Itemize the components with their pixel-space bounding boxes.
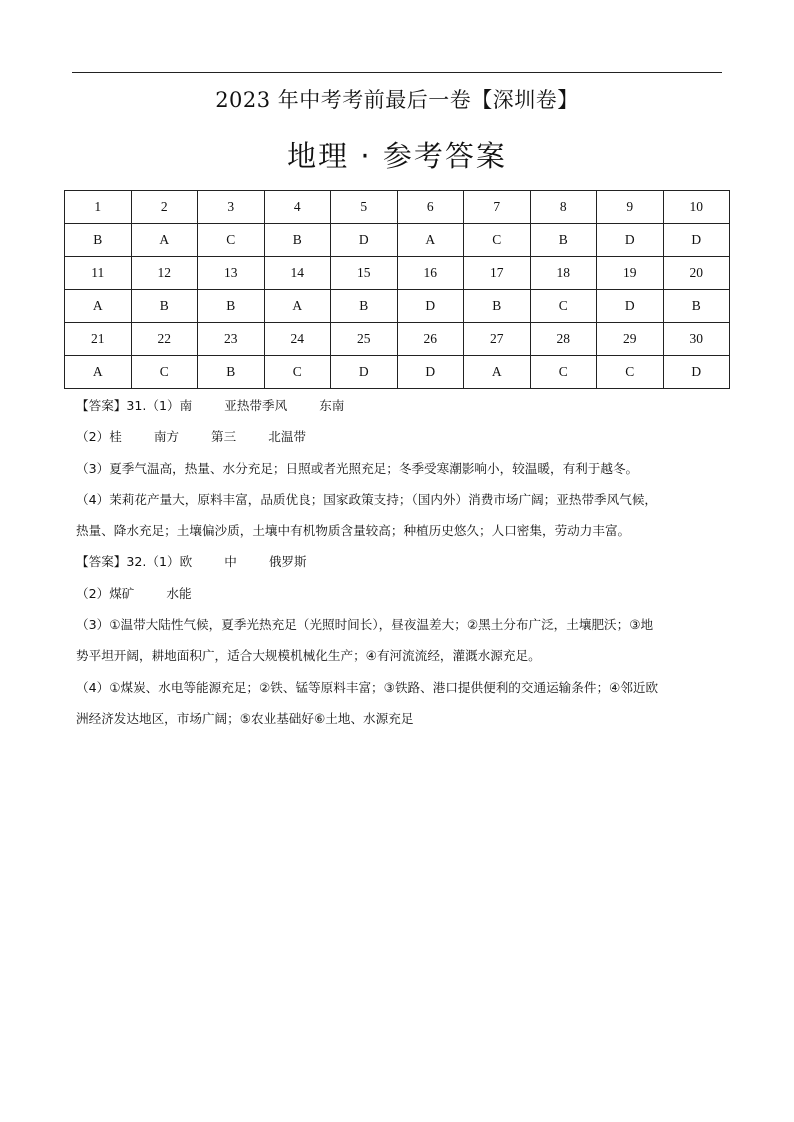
exam-title: 2023 年中考考前最后一卷【深圳卷】 [215, 88, 579, 112]
question-number-cell: 7 [464, 191, 531, 224]
answer-letter-cell: D [663, 224, 730, 257]
answer-line: （3）①温带大陆性气候，夏季光热充足（光照时间长），昼夜温差大；②黑土分布广泛，土壤肥沃；③地 [76, 617, 654, 633]
answer-letter-cell: A [65, 290, 132, 323]
answer-letter-cell: A [264, 290, 331, 323]
answer-letter-cell: D [331, 356, 398, 389]
answer-letter-cell: C [198, 224, 265, 257]
question-number-row [65, 323, 730, 356]
question-number-row [65, 191, 730, 224]
answer-line: （2）煤矿 水能 [76, 585, 192, 601]
question-number-cell: 12 [131, 257, 198, 290]
answer-letter-cell: D [597, 290, 664, 323]
question-number-cell: 4 [264, 191, 331, 224]
question-number-cell: 15 [331, 257, 398, 290]
question-number-cell: 14 [264, 257, 331, 290]
answer-letter-row [65, 224, 730, 257]
question-number-cell: 24 [264, 323, 331, 356]
question-number-cell: 6 [397, 191, 464, 224]
question-number-cell: 23 [198, 323, 265, 356]
answer-letter-cell: D [663, 356, 730, 389]
question-number-cell: 28 [530, 323, 597, 356]
answer-letter-cell: C [264, 356, 331, 389]
answer-letter-cell: A [65, 356, 132, 389]
answer-line: 【答案】32.（1）欧 中 俄罗斯 [76, 554, 307, 570]
answer-letter-cell: C [131, 356, 198, 389]
answer-line: （3）夏季气温高，热量、水分充足；日照或者光照充足；冬季受寒潮影响小，较温暖，有利于越冬。 [76, 460, 639, 476]
question-number-cell: 21 [65, 323, 132, 356]
answer-letter-cell: B [65, 224, 132, 257]
question-number-cell: 11 [65, 257, 132, 290]
question-number-cell: 13 [198, 257, 265, 290]
question-number-cell: 5 [331, 191, 398, 224]
question-number-cell: 27 [464, 323, 531, 356]
question-number-cell: 2 [131, 191, 198, 224]
question-number-cell: 29 [597, 323, 664, 356]
answer-letter-row [65, 356, 730, 389]
answer-letter-cell: B [131, 290, 198, 323]
question-number-cell: 8 [530, 191, 597, 224]
answer-line: 热量、降水充足；土壤偏沙质，土壤中有机物质含量较高；种植历史悠久；人口密集，劳动力丰富。 [76, 523, 631, 539]
question-number-cell: 18 [530, 257, 597, 290]
answer-line: 【答案】31.（1）南 亚热带季风 东南 [76, 398, 345, 413]
question-number-cell: 25 [331, 323, 398, 356]
question-number-cell: 10 [663, 191, 730, 224]
answer-letter-cell: C [464, 224, 531, 257]
answer-line: 势平坦开阔，耕地面积广，适合大规模机械化生产；④有河流流经，灌溉水源充足。 [76, 648, 541, 664]
answer-line: （4）茉莉花产量大，原料丰富，品质优良；国家政策支持；（国内外）消费市场广阔；亚热带季风气候， [76, 491, 658, 507]
answer-letter-cell: D [397, 356, 464, 389]
answer-letter-cell: B [331, 290, 398, 323]
question-number-cell: 19 [597, 257, 664, 290]
answer-letter-cell: B [264, 224, 331, 257]
question-number-cell: 17 [464, 257, 531, 290]
question-number-row [65, 257, 730, 290]
answer-letter-cell: B [663, 290, 730, 323]
answer-letter-cell: B [530, 224, 597, 257]
answer-letter-cell: A [131, 224, 198, 257]
answer-letter-cell: B [464, 290, 531, 323]
answer-line: 洲经济发达地区，市场广阔；⑤农业基础好⑥土地、水源充足 [76, 710, 414, 726]
question-number-cell: 9 [597, 191, 664, 224]
question-number-cell: 1 [65, 191, 132, 224]
answer-letter-cell: D [331, 224, 398, 257]
answer-letter-cell: D [397, 290, 464, 323]
answer-table [64, 190, 730, 389]
question-number-cell: 30 [663, 323, 730, 356]
answer-letter-cell: C [530, 356, 597, 389]
answer-letter-cell: C [530, 290, 597, 323]
answer-letter-cell: C [597, 356, 664, 389]
header-rule [72, 72, 722, 73]
answer-line: （4）①煤炭、水电等能源充足；②铁、锰等原料丰富；③铁路、港口提供便利的交通运输条件；④邻近欧 [76, 679, 659, 695]
answer-text-block [76, 390, 736, 734]
subject-title: 地理 · 参考答案 [287, 139, 507, 173]
answer-letter-cell: B [198, 356, 265, 389]
answer-letter-row [65, 290, 730, 323]
question-number-cell: 16 [397, 257, 464, 290]
answer-letter-cell: D [597, 224, 664, 257]
question-number-cell: 26 [397, 323, 464, 356]
question-number-cell: 22 [131, 323, 198, 356]
question-number-cell: 20 [663, 257, 730, 290]
question-number-cell: 3 [198, 191, 265, 224]
answer-letter-cell: A [397, 224, 464, 257]
answer-letter-cell: B [198, 290, 265, 323]
answer-letter-cell: A [464, 356, 531, 389]
answer-line: （2）桂 南方 第三 北温带 [76, 429, 307, 445]
